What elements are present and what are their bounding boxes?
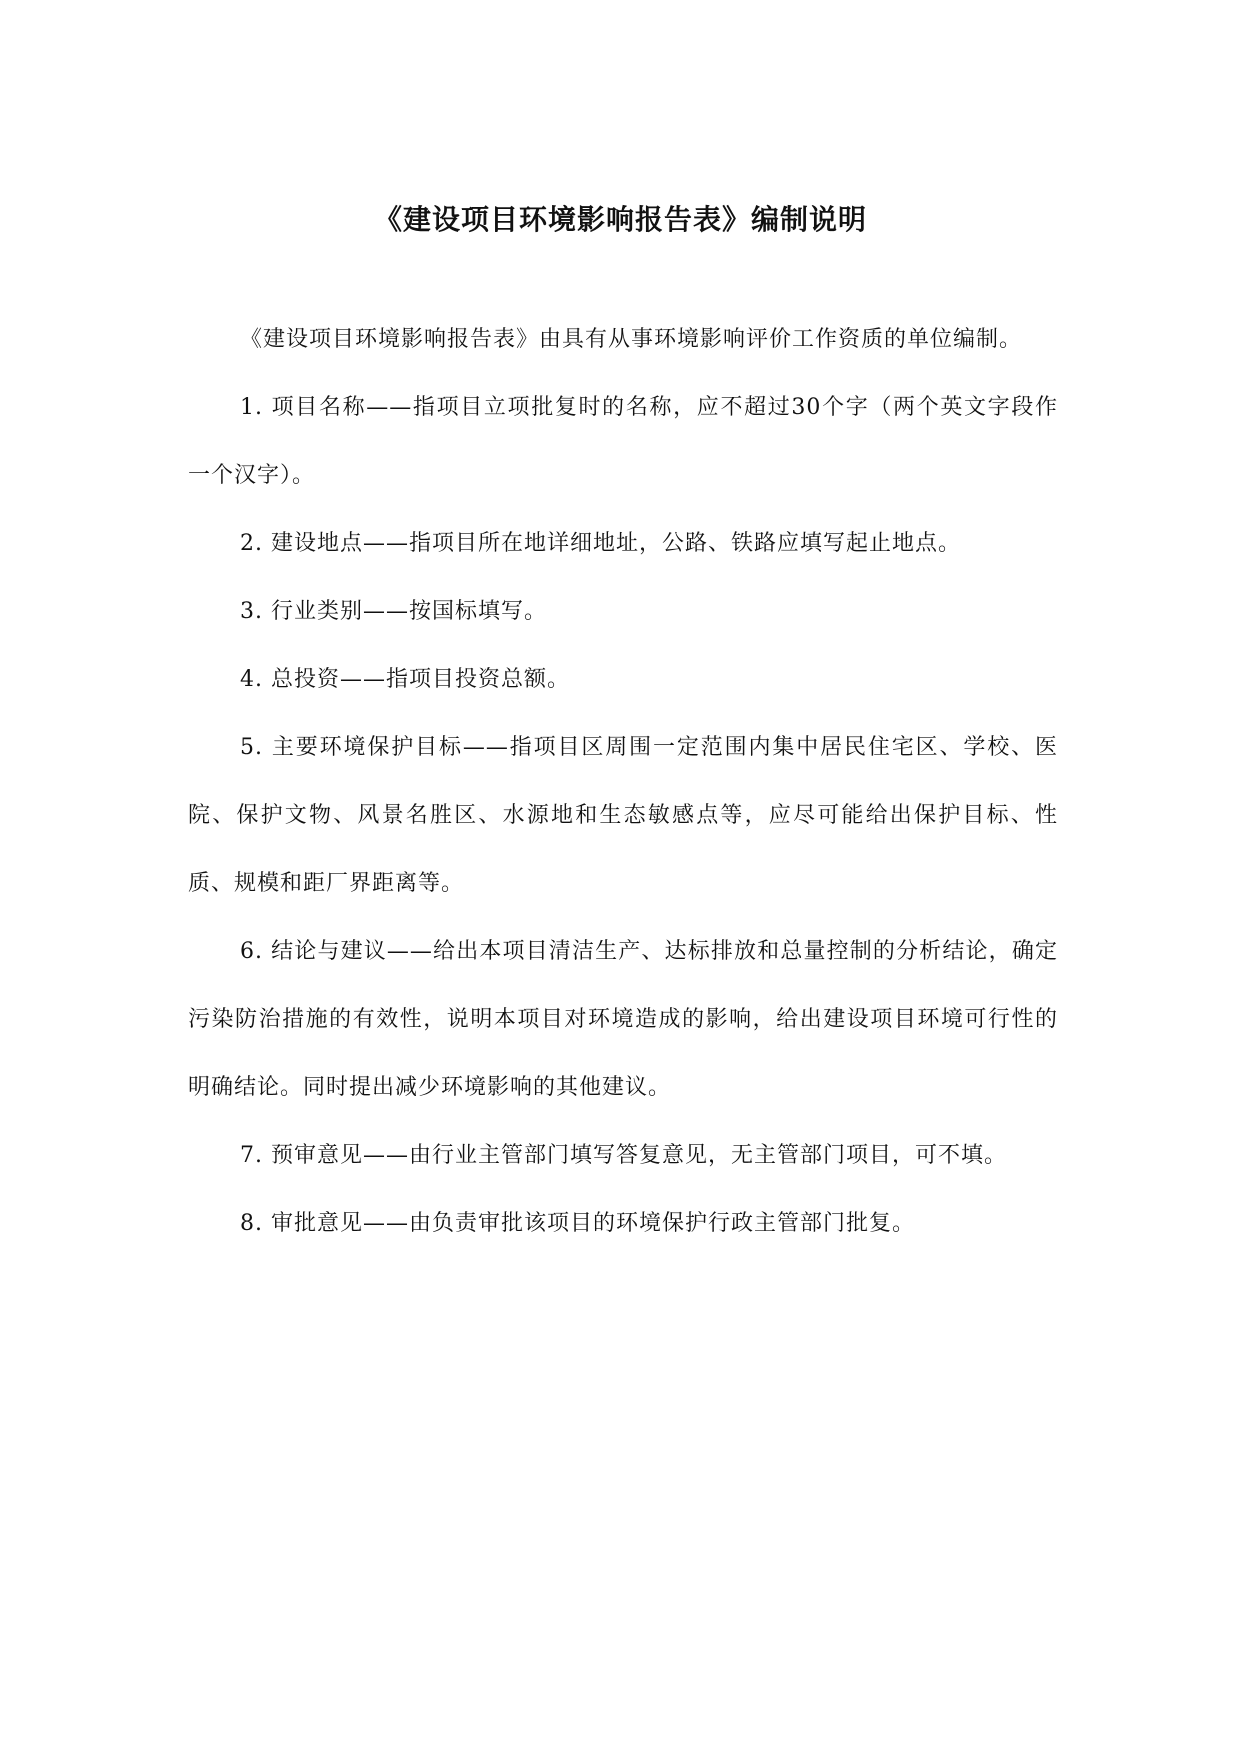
item-1-project-name: 1. 项目名称——指项目立项批复时的名称，应不超过30个字（两个英文字段作一个汉字）。	[188, 395, 1058, 488]
intro-paragraph: 《建设项目环境影响报告表》由具有从事环境影响评价工作资质的单位编制。	[240, 327, 1023, 352]
item-3-industry-category: 3. 行业类别——按国标填写。	[240, 599, 547, 624]
page-title: 《建设项目环境影响报告表》编制说明	[373, 203, 867, 236]
item-2-construction-site: 2. 建设地点——指项目所在地详细地址，公路、铁路应填写起止地点。	[240, 531, 961, 556]
item-7-preliminary-review: 7. 预审意见——由行业主管部门填写答复意见，无主管部门项目，可不填。	[240, 1143, 1007, 1168]
item-4-total-investment: 4. 总投资——指项目投资总额。	[240, 667, 570, 692]
item-6-conclusions: 6. 结论与建议——给出本项目清洁生产、达标排放和总量控制的分析结论，确定污染防治措施的有效性，说明本项目对环境造成的影响，给出建设项目环境可行性的明确结论。同时提出减少环境影响的其他建议。	[188, 939, 1058, 1100]
item-5-protection-targets: 5. 主要环境保护目标——指项目区周围一定范围内集中居民住宅区、学校、医院、保护文物、风景名胜区、水源地和生态敏感点等，应尽可能给出保护目标、性质、规模和距厂界距离等。	[188, 735, 1058, 896]
item-8-approval-opinion: 8. 审批意见——由负责审批该项目的环境保护行政主管部门批复。	[240, 1211, 915, 1236]
document-body	[188, 306, 1058, 1258]
